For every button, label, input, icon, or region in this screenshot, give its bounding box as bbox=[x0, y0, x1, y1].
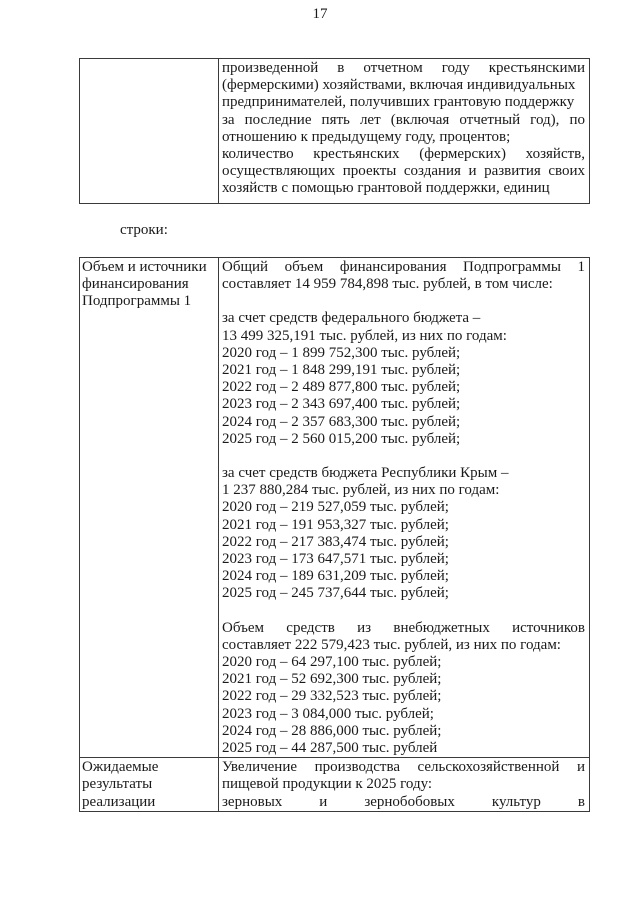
federal-year-line: 2025 год – 2 560 015,200 тыс. рублей; bbox=[222, 430, 461, 447]
financing-value-cell bbox=[219, 258, 590, 758]
text-line: произведенной в отчетном году крестьянскими bbox=[222, 60, 585, 76]
program-table bbox=[79, 257, 590, 812]
extrabudget-year-line: 2023 год – 3 084,000 тыс. рублей; bbox=[222, 705, 434, 722]
regional-year-line: 2023 год – 173 647,571 тыс. рублей; bbox=[222, 551, 449, 568]
section-label: строки: bbox=[120, 222, 168, 238]
results-label-cell bbox=[80, 758, 219, 812]
intro-line: Общий объем финансирования Подпрограммы 1 bbox=[222, 259, 585, 275]
text-line: (фермерскими) хозяйствами, включая индивидуальных bbox=[222, 77, 576, 94]
text-line: за последние пять лет (включая отчетный год), по bbox=[222, 111, 585, 128]
results-line: зерновых и зернобобовых культур в bbox=[222, 793, 585, 810]
extrabudget-heading-line: составляет 222 579,423 тыс. рублей, из них по годам: bbox=[222, 636, 561, 653]
top-table-left-cell bbox=[80, 59, 219, 204]
regional-year-line: 2022 год – 217 383,474 тыс. рублей; bbox=[222, 533, 449, 550]
label-line: реализации bbox=[82, 793, 156, 810]
regional-year-line: 2025 год – 245 737,644 тыс. рублей; bbox=[222, 585, 449, 602]
regional-year-line: 2021 год – 191 953,327 тыс. рублей; bbox=[222, 516, 449, 533]
label-line: Ожидаемые bbox=[82, 759, 159, 776]
regional-heading-line: 1 237 880,284 тыс. рублей, из них по годам: bbox=[222, 482, 500, 499]
federal-year-line: 2020 год – 1 899 752,300 тыс. рублей; bbox=[222, 344, 461, 361]
label-line: Подпрограммы 1 bbox=[82, 293, 192, 310]
extrabudget-year-line: 2022 год – 29 332,523 тыс. рублей; bbox=[222, 688, 442, 705]
federal-year-line: 2021 год – 1 848 299,191 тыс. рублей; bbox=[222, 362, 461, 379]
text-line: отношению к предыдущему году, процентов; bbox=[222, 128, 511, 145]
top-table bbox=[79, 58, 590, 204]
text-line: количество крестьянских (фермерских) хозяйств, bbox=[222, 146, 585, 163]
results-row bbox=[80, 758, 590, 812]
top-table-row bbox=[80, 59, 590, 204]
label-line: Объем и источники bbox=[82, 259, 207, 275]
results-value-cell bbox=[219, 758, 590, 812]
federal-year-line: 2023 год – 2 343 697,400 тыс. рублей; bbox=[222, 396, 461, 413]
extrabudget-year-line: 2021 год – 52 692,300 тыс. рублей; bbox=[222, 671, 442, 688]
results-line: Увеличение производства сельскохозяйственной и bbox=[222, 759, 585, 776]
top-table-right-cell bbox=[219, 59, 590, 204]
financing-row bbox=[80, 258, 590, 758]
results-line: пищевой продукции к 2025 году: bbox=[222, 776, 433, 793]
extrabudget-heading-line: Объем средств из внебюджетных источников bbox=[222, 619, 585, 636]
intro-line: составляет 14 959 784,898 тыс. рублей, в том числе: bbox=[222, 276, 553, 293]
text-line: предпринимателей, получивших грантовую поддержку bbox=[222, 94, 575, 111]
label-line: финансирования bbox=[82, 276, 189, 293]
text-line: хозяйств с помощью грантовой поддержки, единиц bbox=[222, 180, 550, 197]
text-line: осуществляющих проекты создания и развития своих bbox=[222, 163, 585, 180]
regional-year-line: 2024 год – 189 631,209 тыс. рублей; bbox=[222, 568, 449, 585]
extrabudget-year-line: 2024 год – 28 886,000 тыс. рублей; bbox=[222, 722, 442, 739]
page-number: 17 bbox=[312, 6, 328, 22]
financing-label-cell bbox=[80, 258, 219, 758]
extrabudget-year-line: 2020 год – 64 297,100 тыс. рублей; bbox=[222, 654, 442, 671]
regional-year-line: 2020 год – 219 527,059 тыс. рублей; bbox=[222, 499, 449, 516]
federal-heading-line: за счет средств федерального бюджета – bbox=[222, 310, 481, 327]
regional-heading-line: за счет средств бюджета Республики Крым – bbox=[222, 465, 509, 482]
federal-year-line: 2024 год – 2 357 683,300 тыс. рублей; bbox=[222, 413, 461, 430]
extrabudget-year-line: 2025 год – 44 287,500 тыс. рублей bbox=[222, 740, 438, 757]
label-line: результаты bbox=[82, 776, 153, 793]
federal-heading-line: 13 499 325,191 тыс. рублей, из них по годам: bbox=[222, 327, 507, 344]
federal-year-line: 2022 год – 2 489 877,800 тыс. рублей; bbox=[222, 379, 461, 396]
